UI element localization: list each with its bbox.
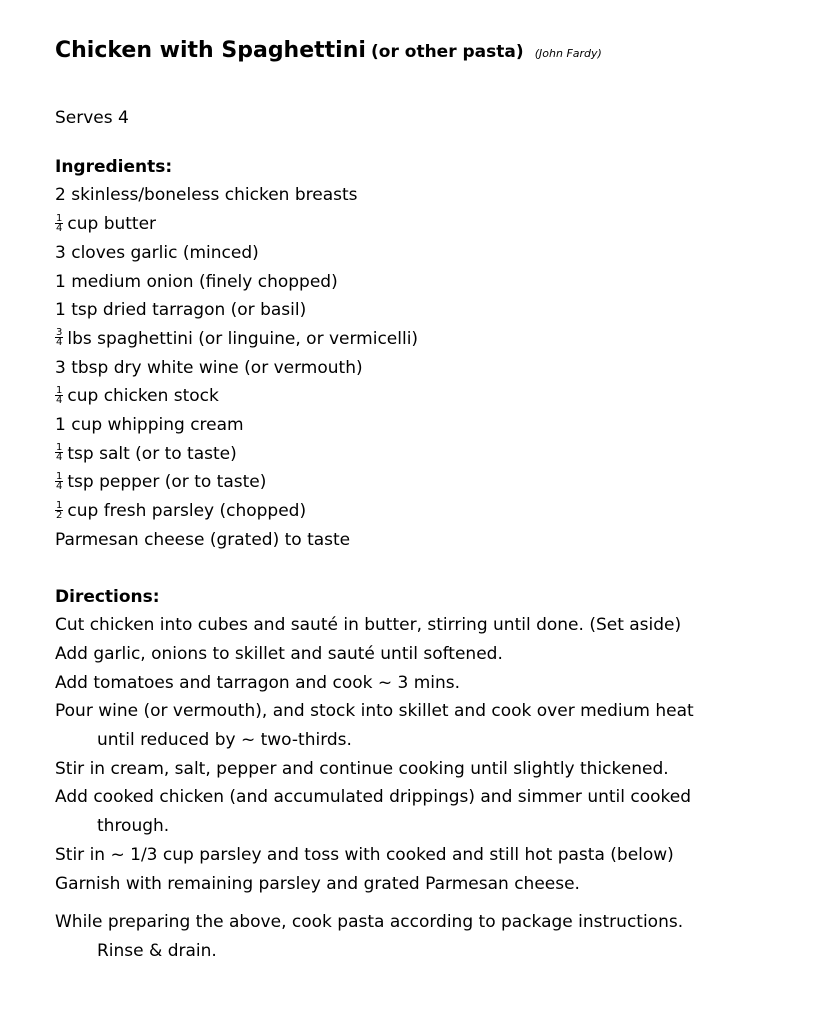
fraction-denominator: 4: [56, 337, 63, 349]
ingredients-heading: Ingredients:: [55, 156, 173, 177]
direction-text: Stir in cream, salt, pepper and continue cooking until slightly thickened.: [55, 758, 669, 779]
fraction-numerator: 1: [56, 212, 63, 224]
pasta-note: [55, 908, 795, 965]
ingredient-item: [55, 468, 795, 497]
ingredient-text: cup butter: [67, 214, 157, 235]
ingredient-item: [55, 497, 795, 526]
fraction-numerator: 1: [56, 442, 63, 454]
directions-heading: Directions:: [55, 586, 160, 607]
fraction-numerator: 1: [56, 384, 63, 396]
direction-step: [55, 783, 795, 840]
fraction-denominator: 4: [56, 222, 63, 234]
title-main: Chicken with Spaghettini: [55, 38, 366, 63]
ingredient-text: Parmesan cheese (grated) to taste: [55, 529, 351, 550]
ingredient-item: [55, 210, 795, 239]
directions-section: [55, 583, 795, 899]
ingredient-item: [55, 296, 795, 325]
direction-text: Garnish with remaining parsley and grated Parmesan cheese.: [55, 873, 580, 894]
ingredient-text: 1 tsp dried tarragon (or basil): [55, 300, 307, 321]
serves-line: Serves 4: [55, 108, 129, 128]
ingredient-item: [55, 325, 795, 354]
ingredient-item: [55, 354, 795, 383]
ingredient-item: [55, 411, 795, 440]
fraction: [55, 501, 63, 520]
fraction-numerator: 1: [56, 470, 63, 482]
ingredients-section: [55, 153, 795, 555]
fraction: [55, 472, 63, 491]
direction-text: Stir in ~ 1/3 cup parsley and toss with cooked and still hot pasta (below): [55, 844, 674, 865]
direction-step: [55, 669, 795, 698]
direction-continuation: through.: [97, 816, 170, 837]
fraction: [55, 214, 63, 233]
direction-step: [55, 611, 795, 640]
ingredient-item: [55, 526, 795, 555]
pasta-note-continuation: Rinse & drain.: [97, 940, 217, 961]
fraction-denominator: 2: [56, 509, 63, 521]
fraction-numerator: 3: [56, 327, 63, 339]
direction-text: Add cooked chicken (and accumulated drippings) and simmer until cooked: [55, 787, 692, 808]
ingredient-item: [55, 382, 795, 411]
ingredient-item: [55, 440, 795, 469]
recipe-title: [55, 38, 795, 74]
ingredient-text: 3 cloves garlic (minced): [55, 242, 259, 263]
pasta-note-text: While preparing the above, cook pasta according to package instructions.: [55, 912, 684, 933]
ingredient-text: 1 cup whipping cream: [55, 415, 244, 436]
ingredient-item: [55, 239, 795, 268]
direction-text: Pour wine (or vermouth), and stock into skillet and cook over medium heat: [55, 701, 694, 722]
fraction-denominator: 4: [56, 480, 63, 492]
fraction: [55, 328, 63, 347]
title-author: (John Fardy): [534, 47, 602, 60]
fraction: [55, 443, 63, 462]
ingredient-text: cup chicken stock: [67, 386, 219, 407]
ingredient-item: [55, 181, 795, 210]
direction-text: Add tomatoes and tarragon and cook ~ 3 mins.: [55, 672, 461, 693]
ingredient-text: tsp pepper (or to taste): [67, 472, 267, 493]
ingredient-item: [55, 268, 795, 297]
direction-step: [55, 841, 795, 870]
fraction-denominator: 4: [56, 394, 63, 406]
direction-list: [55, 611, 795, 898]
fraction: [55, 386, 63, 405]
direction-text: Cut chicken into cubes and sauté in butter, stirring until done. (Set aside): [55, 615, 682, 636]
fraction-numerator: 1: [56, 499, 63, 511]
ingredient-text: tsp salt (or to taste): [67, 443, 237, 464]
fraction-denominator: 4: [56, 452, 63, 464]
ingredient-text: cup fresh parsley (chopped): [67, 501, 307, 522]
direction-step: [55, 870, 795, 899]
title-subtitle: (or other pasta): [371, 42, 524, 62]
direction-step: [55, 640, 795, 669]
ingredient-text: lbs spaghettini (or linguine, or vermicelli): [67, 328, 419, 349]
recipe-page: [55, 38, 795, 966]
direction-step: [55, 755, 795, 784]
direction-continuation: until reduced by ~ two-thirds.: [97, 730, 352, 751]
direction-step: [55, 697, 795, 754]
ingredient-list: [55, 181, 795, 554]
ingredient-text: 3 tbsp dry white wine (or vermouth): [55, 357, 363, 378]
ingredient-text: 1 medium onion (finely chopped): [55, 271, 338, 292]
direction-text: Add garlic, onions to skillet and sauté until softened.: [55, 643, 503, 664]
ingredient-text: 2 skinless/boneless chicken breasts: [55, 185, 358, 206]
